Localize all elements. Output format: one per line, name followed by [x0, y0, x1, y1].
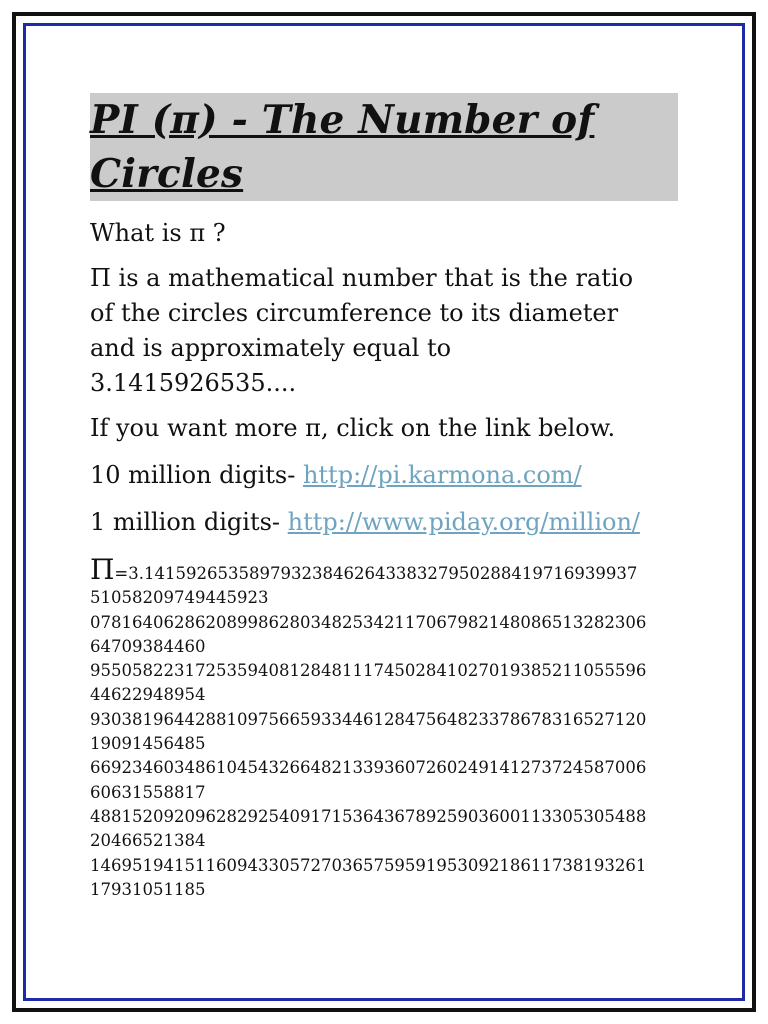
definition-line: and is approximately equal to: [90, 334, 452, 362]
digit-line: 17931051185: [90, 879, 206, 899]
pi-symbol: Π: [90, 553, 115, 586]
link-label: 1 million digits-: [90, 508, 288, 536]
definition-line: 3.1415926535....: [90, 369, 297, 397]
pi-digits-block: [90, 553, 678, 902]
digit-line: [90, 553, 678, 586]
definition-line: of the circles circumference to its diameter: [90, 299, 619, 327]
definition-line: Π is a mathematical number that is the ratio: [90, 264, 634, 292]
digit-line: 44622948954: [90, 685, 206, 705]
digit-line: 51058209749445923: [90, 588, 269, 608]
link-label: 10 million digits-: [90, 461, 303, 489]
more-prompt: If you want more π, click on the link below.: [90, 414, 616, 442]
digit-line: 48815209209628292540917153643678925903600113305305488: [90, 806, 647, 826]
digit-line: 64709384460: [90, 636, 206, 656]
digit-line: 07816406286208998628034825342117067982148086513282306: [90, 612, 647, 632]
piday-million-link[interactable]: http://www.piday.org/million/: [287, 508, 640, 536]
question-text: What is π ?: [90, 219, 226, 247]
digit-line: 66923460348610454326648213393607260249141273724587006: [90, 758, 647, 778]
definition-paragraph: [90, 261, 678, 401]
document-title: PI (π) - The Number of Circles: [90, 93, 678, 201]
digit-line: 95505822317253594081284811174502841027019385211055596: [90, 661, 647, 681]
digit-line: 14695194151160943305727036575959195309218611738193261: [90, 855, 647, 875]
link-line-10-million: [90, 458, 678, 493]
digit-line: 20466521384: [90, 831, 206, 851]
digit-line: 60631558817: [90, 782, 206, 802]
document-body: [90, 93, 678, 902]
digit-line: 93038196442881097566593344612847564823378678316527120: [90, 709, 647, 729]
link-line-1-million: [90, 505, 678, 540]
digit-line-text: =3.14159265358979323846264338327950288419716939937: [114, 564, 638, 583]
digit-line: 19091456485: [90, 734, 206, 754]
pi-karmona-link[interactable]: http://pi.karmona.com/: [302, 461, 582, 489]
